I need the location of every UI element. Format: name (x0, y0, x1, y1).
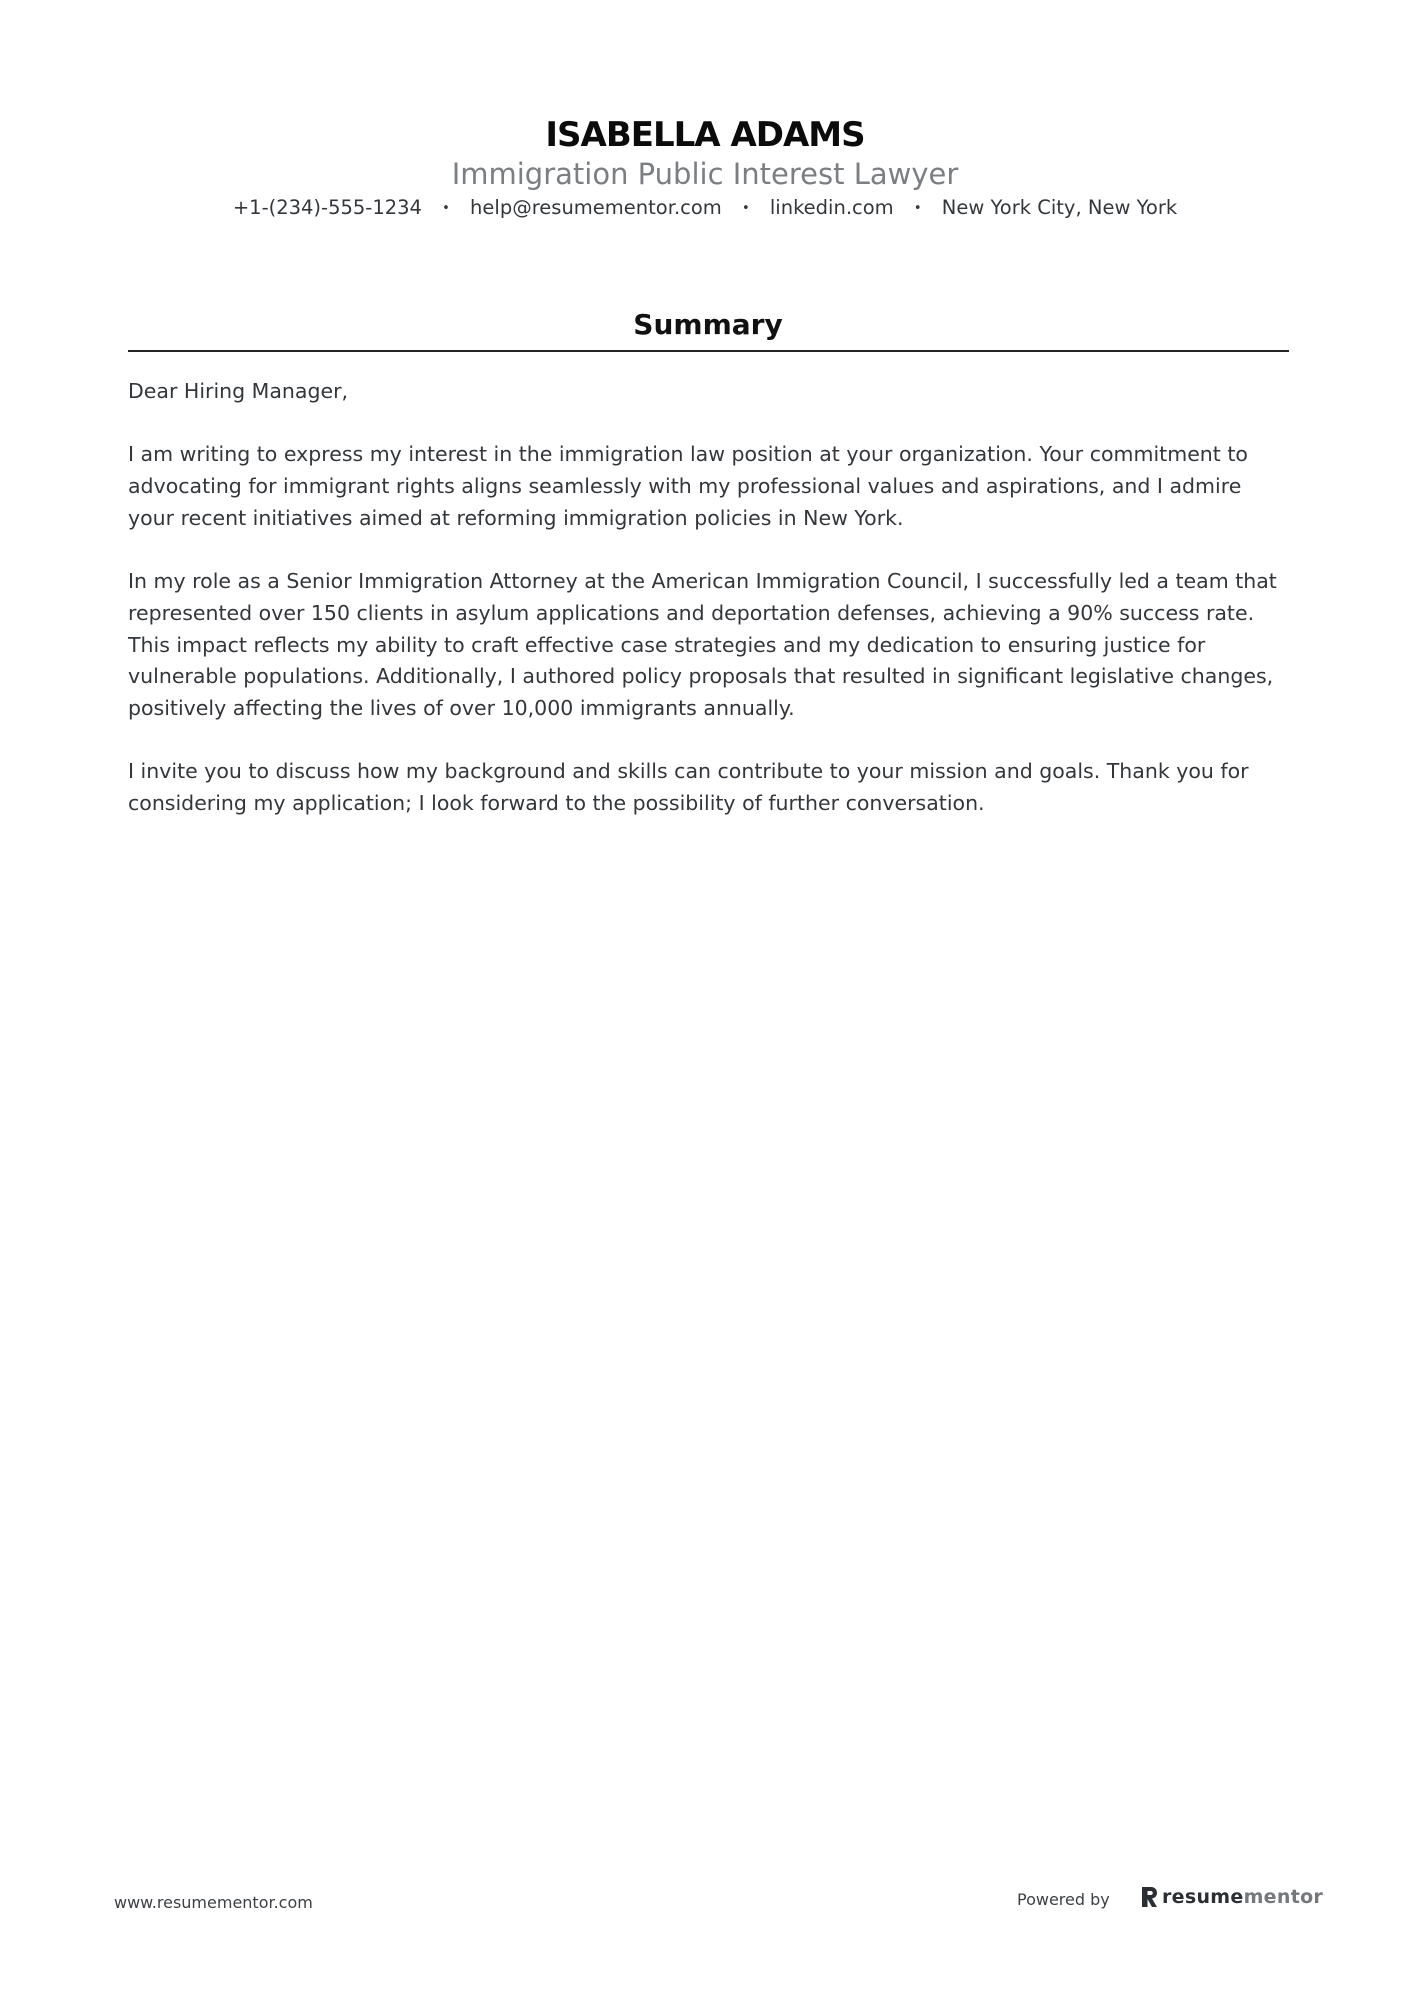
brand-wordmark-part2: mentor (1243, 1886, 1324, 1908)
letter-paragraph-3: I invite you to discuss how my background and skills can contribute to your mission and goals. Thank you for considering my application; I look forward to the possibility of further conversation. (128, 759, 1249, 816)
section-divider (128, 350, 1289, 352)
job-title: Immigration Public Interest Lawyer (451, 157, 959, 191)
brand-logo[interactable] (1140, 1886, 1323, 1908)
letter-paragraph-2: In my role as a Senior Immigration Attorney at the American Immigration Council, I successfully led a team that represented over 150 clients in asylum applications and deportation defenses, achieving a 90% success rate. This impact reflects my ability to craft effective case strategies and my dedication to ensuring justice for vulnerable populations. Additionally, I authored policy proposals that resulted in significant legislative changes, positively affecting the lives of over 10,000 immigrants annually. (128, 569, 1277, 720)
letter-paragraph-1: I am writing to express my interest in the immigration law position at your organization. Your commitment to advocating for immigrant rights aligns seamlessly with my professional values and aspirations, and I admire your recent initiatives aimed at reforming immigration policies in New York. (128, 442, 1248, 530)
resumementor-logo-icon (1140, 1886, 1158, 1908)
letter-body (128, 376, 1293, 851)
candidate-name: ISABELLA ADAMS (545, 115, 865, 155)
contact-email[interactable]: help@resumementor.com (470, 196, 722, 219)
section-title-summary: Summary (633, 308, 783, 341)
resume-header (0, 114, 1410, 223)
footer-website-link[interactable]: www.resumementor.com (114, 1893, 313, 1912)
contact-phone: +1-(234)-555-1234 (232, 196, 422, 219)
brand-wordmark-part1: resume (1162, 1886, 1244, 1908)
brand-wordmark (1162, 1886, 1323, 1908)
contact-separator: • (913, 201, 922, 216)
contact-separator: • (742, 201, 750, 216)
contact-line (0, 194, 1410, 223)
letter-greeting: Dear Hiring Manager, (128, 379, 349, 403)
powered-by-label: Powered by (1017, 1890, 1110, 1909)
contact-linkedin[interactable]: linkedin.com (769, 196, 894, 219)
contact-separator: • (442, 201, 450, 216)
contact-location: New York City, New York (941, 196, 1178, 219)
